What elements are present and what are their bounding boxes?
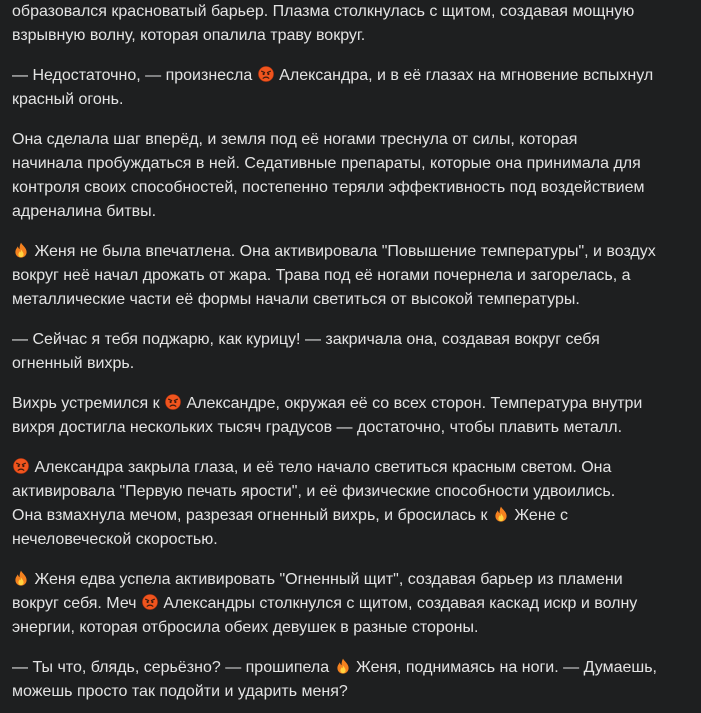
text-run: Женя едва успела активировать "Огненный щит", создавая барьер из пламени (30, 571, 623, 588)
fire-icon (13, 570, 29, 586)
text-line (12, 592, 637, 616)
text-line (12, 240, 656, 264)
text-run: энергии, которая отбросила обеих девушек в разные стороны. (12, 619, 479, 636)
text-run: металлические части её формы начали светиться от высокой температуры. (12, 291, 580, 308)
text-line (12, 528, 218, 552)
text-run: Женя, поднимаясь на ноги. — Думаешь, (351, 659, 657, 676)
text-line (12, 456, 611, 480)
text-run: — Ты что, блядь, серьёзно? — прошипела (12, 659, 334, 676)
text-run: нечеловеческой скоростью. (12, 531, 218, 548)
text-line (12, 88, 123, 112)
text-line (12, 504, 568, 528)
text-run: вокруг неё начал дрожать от жара. Трава под её ногами почернела и загорелась, а (12, 267, 631, 284)
text-run: Вихрь устремился к (12, 395, 165, 412)
text-run: Александры столкнулся с щитом, создавая каскад искр и волну (158, 595, 638, 612)
text-run: Александра, и в её глазах на мгновение вспыхнул (274, 67, 654, 84)
text-run: Жене с (509, 507, 569, 524)
text-run: Александра закрыла глаза, и её тело начало светиться красным светом. Она (30, 459, 612, 476)
text-line (12, 656, 657, 680)
fire-icon (493, 506, 509, 522)
text-line (12, 0, 634, 24)
text-line (12, 128, 577, 152)
text-line (12, 24, 365, 48)
text-line (12, 392, 642, 416)
text-run: Александре, окружая её со всех сторон. Температура внутри (182, 395, 643, 412)
text-run: огненный вихрь. (12, 355, 135, 372)
text-line (12, 352, 134, 376)
text-run: адреналина битвы. (12, 203, 157, 220)
text-run: — Недостаточно, — произнесла (12, 67, 257, 84)
fire-icon (335, 658, 351, 674)
text-run: начинала пробуждаться в ней. Седативные препараты, которые она принимала для (12, 155, 641, 172)
angry-face-icon (13, 458, 29, 474)
text-run: — Сейчас я тебя поджарю, как курицу! — закричала она, создавая вокруг себя (12, 331, 600, 348)
angry-face-icon (142, 594, 158, 610)
text-run: образовался красноватый барьер. Плазма столкнулась с щитом, создавая мощную (12, 3, 635, 20)
text-line (12, 200, 156, 224)
text-run: вихря достигла нескольких тысяч градусов — достаточно, чтобы плавить металл. (12, 419, 623, 436)
text-run: красный огонь. (12, 91, 124, 108)
angry-face-icon (165, 394, 181, 410)
text-run: можешь просто так подойти и ударить меня? (12, 683, 348, 700)
angry-face-icon (258, 66, 274, 82)
text-line (12, 288, 580, 312)
text-line (12, 416, 622, 440)
text-run: вокруг себя. Меч (12, 595, 141, 612)
text-line (12, 480, 615, 504)
text-line (12, 176, 645, 200)
text-line (12, 680, 348, 704)
text-line (12, 568, 623, 592)
text-line (12, 152, 641, 176)
text-line (12, 328, 600, 352)
text-line (12, 64, 653, 88)
text-run: Женя не была впечатлена. Она активировала "Повышение температуры", и воздух (30, 243, 656, 260)
text-line (12, 264, 631, 288)
text-run: Она сделала шаг вперёд, и земля под её ногами треснула от силы, которая (12, 131, 578, 148)
text-run: контроля своих способностей, постепенно теряли эффективность под воздействием (12, 179, 645, 196)
text-line (12, 616, 478, 640)
text-run: взрывную волну, которая опалила траву вокруг. (12, 27, 366, 44)
fire-icon (13, 242, 29, 258)
text-run: активировала "Первую печать ярости", и её физические способности удвоились. (12, 483, 616, 500)
text-run: Она взмахнула мечом, разрезая огненный вихрь, и бросилась к (12, 507, 492, 524)
